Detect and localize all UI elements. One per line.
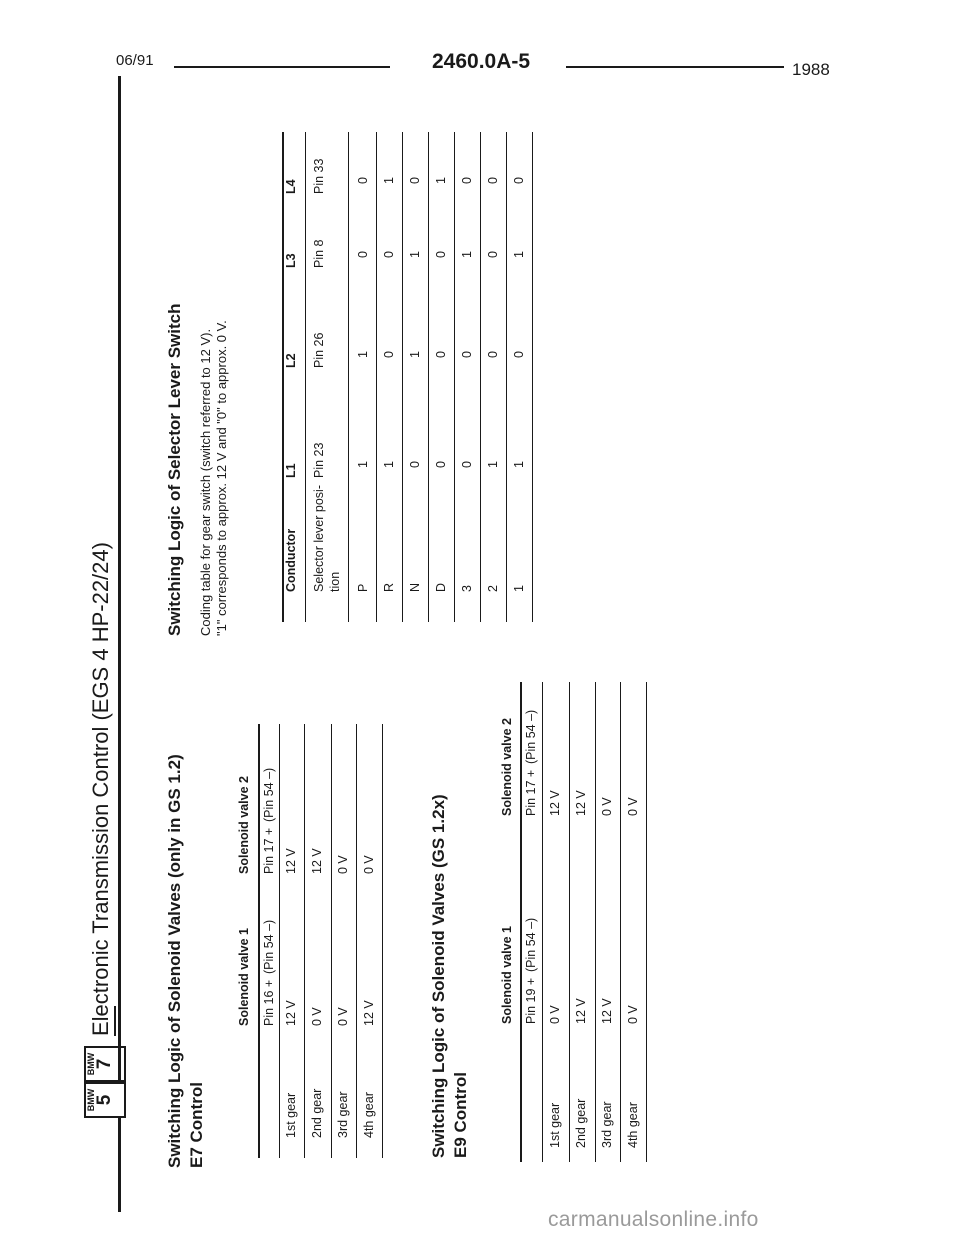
- e7-row2-gear: 2nd gear: [310, 1088, 324, 1138]
- e9-row1-v1: 0 V: [548, 1005, 562, 1024]
- selector-row-value: 1: [408, 351, 422, 358]
- e9-group2-header: Solenoid valve 2: [500, 718, 514, 816]
- selector-row-rule: [376, 132, 377, 622]
- e7-row-rule: [356, 724, 357, 1158]
- header-rule-right: [566, 66, 784, 68]
- header-date: 06/91: [116, 52, 154, 69]
- selector-row-value: 0: [460, 351, 474, 358]
- selector-pin-l1: Pin 23: [312, 442, 326, 478]
- selector-row-position: 1: [512, 585, 526, 592]
- e9-row4-v1: 0 V: [626, 1005, 640, 1024]
- selector-row-position: 2: [486, 585, 500, 592]
- selector-row-value: 0: [382, 251, 396, 258]
- selector-row-value: 0: [356, 251, 370, 258]
- selector-row-value: 0: [434, 461, 448, 468]
- e7-section-title: Switching Logic of Solenoid Valves (only in GS 1.2): [165, 754, 184, 1168]
- selector-row-position: P: [356, 583, 370, 592]
- selector-row-value: 1: [382, 177, 396, 184]
- rotated-content: [0, 70, 960, 1210]
- e7-row4-v1: 12 V: [362, 1000, 376, 1026]
- e7-row2-v2: 12 V: [310, 848, 324, 874]
- bmw-series-logo: [84, 1046, 126, 1118]
- e9-row2-gear: 2nd gear: [574, 1098, 588, 1148]
- selector-row-rule: [428, 132, 429, 622]
- e7-row3-v1: 0 V: [336, 1007, 350, 1026]
- selector-section-title: Switching Logic of Selector Lever Switch: [165, 303, 184, 636]
- selector-pin-l4: Pin 33: [312, 158, 326, 194]
- e9-row2-v1: 12 V: [574, 998, 588, 1024]
- e9-row3-gear: 3rd gear: [600, 1101, 614, 1148]
- e9-header-rule: [542, 682, 543, 1162]
- selector-row-value: 0: [486, 177, 500, 184]
- selector-row-value: 1: [382, 461, 396, 468]
- selector-row-rule: [402, 132, 403, 622]
- selector-conductor-l2: L2: [284, 353, 298, 368]
- document-code: 2460.0A-5: [432, 50, 531, 73]
- logo-series-5: [84, 1082, 126, 1118]
- watermark: carmanualsonline.info: [548, 1208, 759, 1231]
- e7-top-rule: [258, 724, 260, 1158]
- selector-row-rule: [506, 132, 507, 622]
- selector-pin-rule: [348, 132, 349, 622]
- logo-series-7: [84, 1046, 126, 1082]
- selector-row-value: 1: [512, 251, 526, 258]
- e9-row-rule: [595, 682, 596, 1162]
- e7-group2-header: Solenoid valve 2: [237, 776, 251, 874]
- selector-row-position: N: [408, 582, 422, 592]
- selector-row-value: 0: [460, 461, 474, 468]
- selector-pin-l2: Pin 26: [312, 332, 326, 368]
- selector-row-value: 0: [356, 177, 370, 184]
- e7-row3-gear: 3rd gear: [336, 1091, 350, 1138]
- selector-row-value: 1: [356, 351, 370, 358]
- selector-row-value: 0: [434, 351, 448, 358]
- e7-col-pin17: Pin 17 +: [262, 827, 276, 874]
- e9-section-title: Switching Logic of Solenoid Valves (GS 1.2x): [429, 794, 448, 1158]
- selector-row-value: 0: [434, 251, 448, 258]
- e9-group1-header: Solenoid valve 1: [500, 926, 514, 1024]
- e7-row1-v2: 12 V: [284, 848, 298, 874]
- e9-row3-v1: 12 V: [600, 998, 614, 1024]
- e9-row4-gear: 4th gear: [626, 1102, 640, 1148]
- e9-row4-v2: 0 V: [626, 797, 640, 816]
- selector-position-label-cont: tion: [328, 571, 342, 592]
- selector-row-position: R: [382, 582, 396, 592]
- e7-row4-gear: 4th gear: [362, 1092, 376, 1138]
- selector-row-value: 1: [434, 177, 448, 184]
- e7-section-subtitle: E7 Control: [187, 1082, 206, 1168]
- e9-row1-v2: 12 V: [548, 790, 562, 816]
- e7-row1-gear: 1st gear: [284, 1092, 298, 1138]
- e9-col-pin54a: (Pin 54 –): [524, 917, 538, 972]
- selector-row-value: 0: [512, 351, 526, 358]
- selector-row-rule: [454, 132, 455, 622]
- e9-bottom-rule: [646, 682, 647, 1162]
- e9-row3-v2: 0 V: [600, 797, 614, 816]
- logo-number-right: 7: [94, 1058, 115, 1070]
- logo-number-left: 5: [94, 1094, 115, 1106]
- selector-position-label: Selector lever posi-: [312, 485, 326, 592]
- selector-conductor-label: Conductor: [284, 528, 298, 592]
- selector-row-value: 0: [460, 177, 474, 184]
- e7-header-rule: [279, 724, 280, 1158]
- header-rule-left: [174, 66, 390, 68]
- e7-row2-v1: 0 V: [310, 1007, 324, 1026]
- e9-col-pin19: Pin 19 +: [524, 977, 538, 1024]
- e7-row-rule: [331, 724, 332, 1158]
- selector-pin-l3: Pin 8: [312, 239, 326, 268]
- e7-col-pin16: Pin 16 +: [262, 979, 276, 1026]
- selector-row-position: D: [434, 582, 448, 592]
- e9-top-rule: [520, 682, 522, 1162]
- selector-row-value: 0: [486, 251, 500, 258]
- selector-row-rule: [480, 132, 481, 622]
- e7-row4-v2: 0 V: [362, 855, 376, 874]
- selector-row-value: 1: [356, 461, 370, 468]
- selector-row-value: 1: [512, 461, 526, 468]
- e9-col-pin17: Pin 17 +: [524, 769, 538, 816]
- selector-row-value: 0: [382, 351, 396, 358]
- selector-conductor-l3: L3: [284, 253, 298, 268]
- selector-row-value: 1: [460, 251, 474, 258]
- selector-row-value: 0: [408, 461, 422, 468]
- e9-row-rule: [569, 682, 570, 1162]
- selector-conductor-l4: L4: [284, 179, 298, 194]
- selector-row-value: 0: [486, 351, 500, 358]
- e7-col-pin54a: (Pin 54 –): [262, 919, 276, 974]
- e9-col-pin54b: (Pin 54 –): [524, 709, 538, 764]
- selector-header-rule: [305, 132, 306, 622]
- selector-row-value: 1: [486, 461, 500, 468]
- selector-row-position: 3: [460, 585, 474, 592]
- selector-bottom-rule: [532, 132, 533, 622]
- selector-conductor-l1: L1: [284, 463, 298, 478]
- e7-bottom-rule: [382, 724, 383, 1158]
- selector-row-value: 1: [408, 251, 422, 258]
- e9-row1-gear: 1st gear: [548, 1102, 562, 1148]
- title-underline: [114, 1006, 116, 1036]
- e9-row-rule: [620, 682, 621, 1162]
- e9-row2-v2: 12 V: [574, 790, 588, 816]
- header-year: 1988: [792, 60, 830, 79]
- e7-row1-v1: 12 V: [284, 1000, 298, 1026]
- selector-row-value: 0: [408, 177, 422, 184]
- e7-row3-v2: 0 V: [336, 855, 350, 874]
- logo-brand-left: BMW: [86, 1088, 96, 1112]
- selector-intro-line2: "1" corresponds to approx. 12 V and "0" to approx. 0 V.: [214, 320, 229, 636]
- e9-section-subtitle: E9 Control: [451, 1072, 470, 1158]
- selector-intro-line1: Coding table for gear switch (switch referred to 12 V).: [198, 328, 213, 636]
- page-title: Electronic Transmission Control (EGS 4 HP-22/24): [88, 542, 113, 1036]
- logo-brand-right: BMW: [86, 1052, 96, 1076]
- e7-group1-header: Solenoid valve 1: [237, 928, 251, 1026]
- selector-row-value: 0: [512, 177, 526, 184]
- e7-row-rule: [304, 724, 305, 1158]
- e7-col-pin54b: (Pin 54 –): [262, 767, 276, 822]
